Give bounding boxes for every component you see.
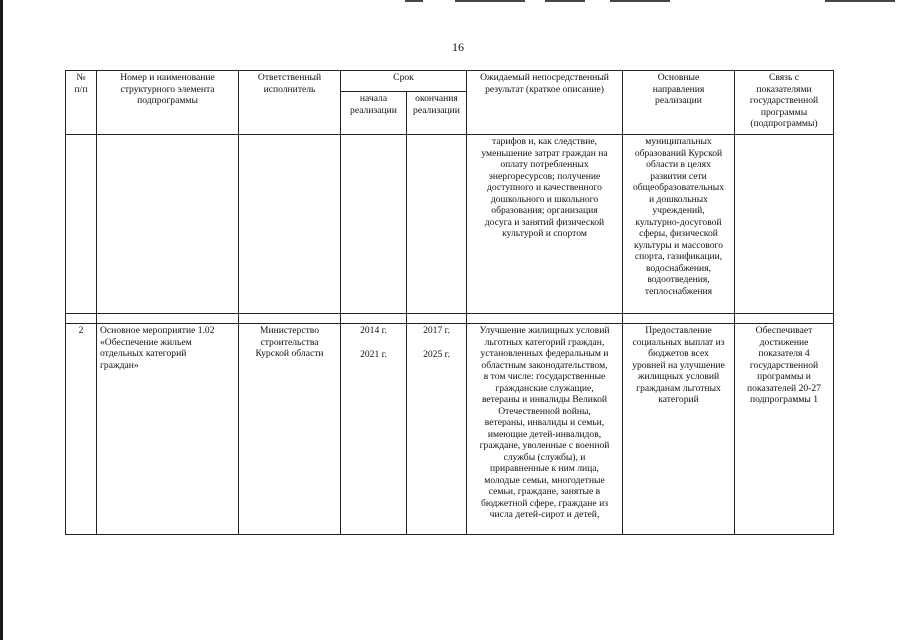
header-cell-term-start: начала реализации (341, 92, 407, 135)
header-cell-result: Ожидаемый непосредственный результат (краткое описание) (467, 71, 623, 135)
cell-executor (239, 135, 341, 314)
header-cell-link: Связь с показателями государственной программы (подпрограммы) (735, 71, 834, 135)
header-cell-name: Номер и наименование структурного элемента подпрограммы (97, 71, 239, 135)
cell-directions: муниципальных образований Курской области в целях развития сети общеобразовательных и дошкольных учреждений, культурно-досуговой сферы, физической культуры и массового спорта, газификации, водоснабжения, водоотведения, теплоснабжения (623, 135, 735, 314)
header-cell-directions: Основные направления реализации (623, 71, 735, 135)
cell-term-start (341, 324, 407, 535)
cell-term-start (341, 135, 407, 314)
header-cell-term-end: окончания реализации (407, 92, 467, 135)
term-end-1: 2017 г. (423, 325, 450, 336)
scan-edge-mark (545, 0, 585, 2)
cell-term-end (407, 324, 467, 535)
cell-term-end (407, 135, 467, 314)
term-end-2: 2025 г. (423, 348, 450, 360)
scan-edge-left (0, 0, 3, 640)
cell-name (97, 135, 239, 314)
table-row-2 (66, 324, 834, 535)
scan-edge-mark (455, 0, 525, 2)
cell-executor: Министерство строительства Курской области (239, 324, 341, 535)
cell-link: Обеспечивает достижение показателя 4 государственной программы и показателей 20-27 подпрограммы 1 (735, 324, 834, 535)
scan-edge-mark (405, 0, 423, 2)
cell-link (735, 135, 834, 314)
header-cell-term: Срок (341, 71, 467, 92)
table-row-separator (66, 314, 834, 324)
table-row-continuation (66, 135, 834, 314)
cell-num (66, 135, 97, 314)
cell-result: тарифов и, как следствие, уменьшение затрат граждан на оплату потребленных энергоресурсов; получение доступного и качественного дошкольного и школьного образования; организация досуга и занятий физической культурой и спортом (467, 135, 623, 314)
table-header-row (66, 71, 834, 92)
term-start-1: 2014 г. (360, 325, 387, 336)
cell-num: 2 (66, 324, 97, 535)
cell-name: Основное мероприятие 1.02 «Обеспечение жильем отдельных категорий граждан» (97, 324, 239, 535)
term-start-2: 2021 г. (360, 348, 387, 360)
program-table (65, 70, 834, 535)
cell-directions: Предоставление социальных выплат из бюджетов всех уровней на улучшение жилищных условий гражданам льготных категорий (623, 324, 735, 535)
scan-edge-mark (825, 0, 895, 2)
header-cell-executor: Ответственный исполнитель (239, 71, 341, 135)
cell-result: Улучшение жилищных условий льготных категорий граждан, установленных федеральным и областным законодательством, в том числе: государственные гражданские служащие, ветераны и инвалиды Великой Отечественной войны, ветераны, инвалиды и семьи, имеющие детей-инвалидов, граждане, уволенные с военной службы (службы), и приравненные к ним лица, молодые семьи, многодетные семьи, граждане, занятые в бюджетной сфере, граждане из числа детей-сирот и детей, (467, 324, 623, 535)
page-number: 16 (452, 40, 464, 54)
scan-edge-mark (610, 0, 670, 2)
header-cell-num: № п/п (66, 71, 97, 135)
